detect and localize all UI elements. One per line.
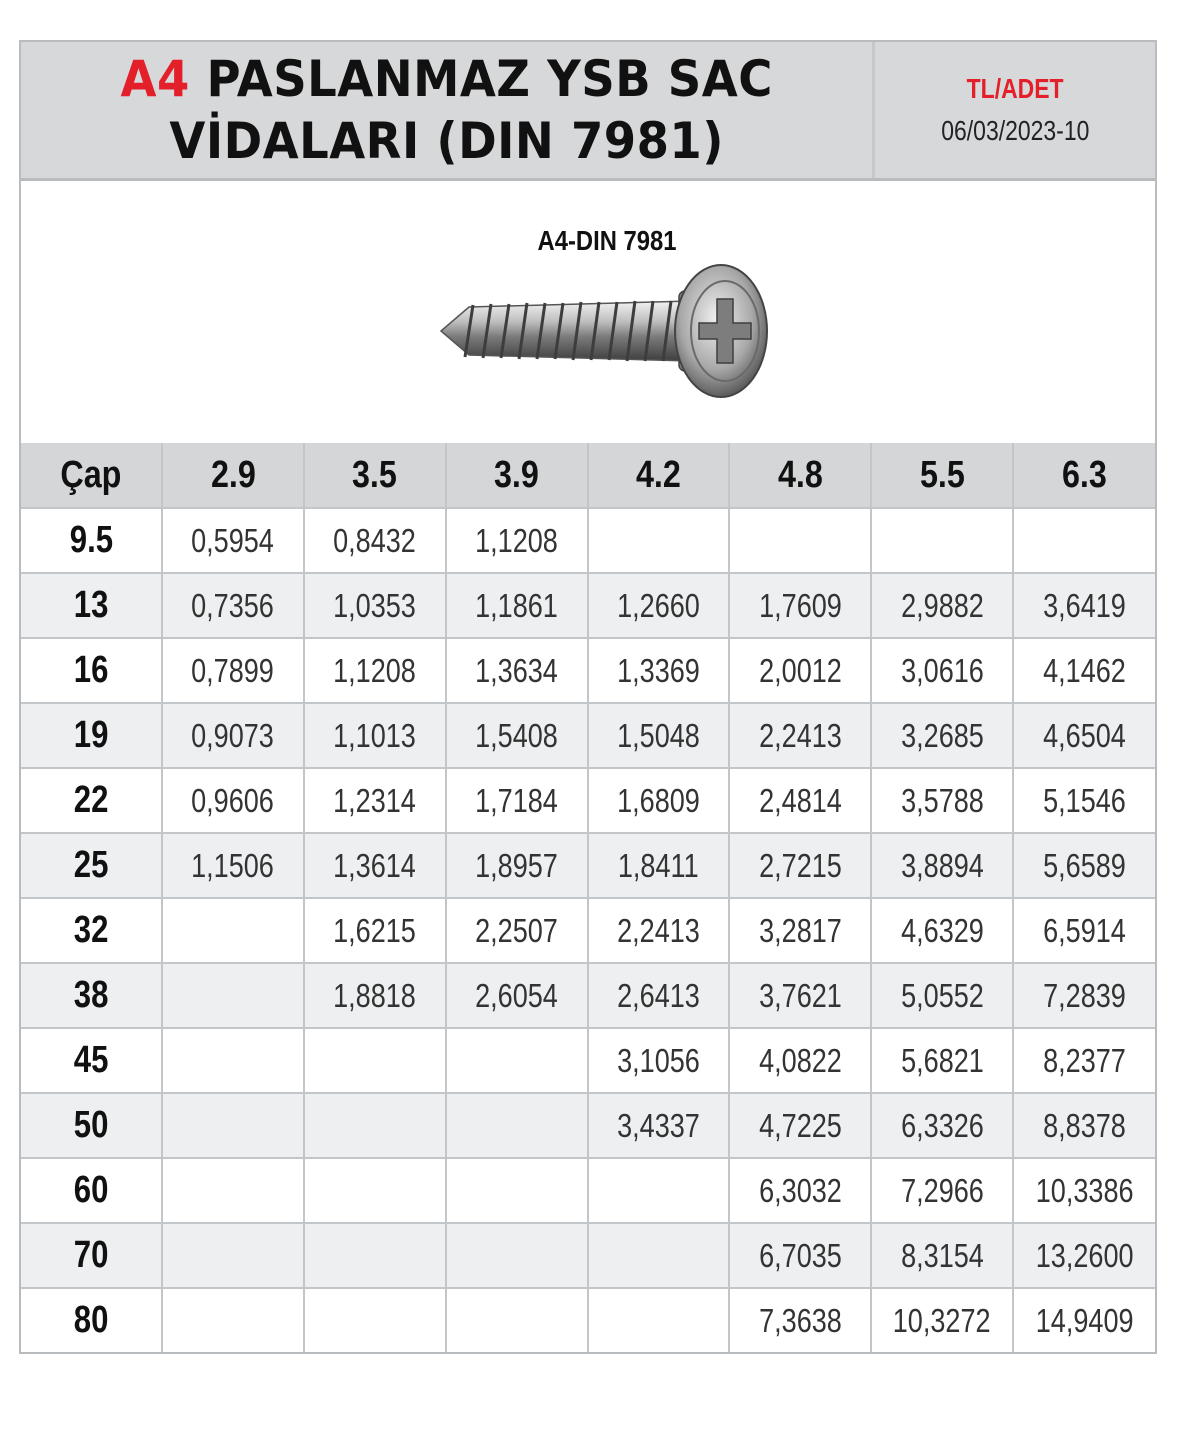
price-cell [729, 898, 871, 963]
price-value: 1,7184 [475, 781, 558, 819]
price-cell [162, 1093, 304, 1158]
price-cell [588, 638, 730, 703]
price-value: 1,6215 [333, 911, 417, 949]
column-header-text: 3.5 [352, 453, 398, 496]
price-value: 1,5408 [475, 716, 558, 754]
price-cell [446, 703, 588, 768]
price-cell [162, 898, 304, 963]
price-value: 14,9409 [1035, 1301, 1134, 1339]
length-cell [21, 1288, 162, 1352]
price-cell [1013, 1223, 1155, 1288]
length-value: 25 [73, 844, 109, 886]
product-image-label: A4-DIN 7981 [537, 225, 677, 256]
price-value: 2,6054 [475, 976, 558, 1014]
price-cell [446, 638, 588, 703]
price-cell [729, 638, 871, 703]
price-value: 1,7609 [758, 586, 842, 624]
price-value: 13,2600 [1035, 1236, 1134, 1274]
price-cell [304, 898, 446, 963]
length-cell [21, 1158, 162, 1223]
table-row [21, 1028, 1155, 1093]
price-value: 1,3614 [333, 846, 417, 884]
table-row [21, 1223, 1155, 1288]
price-cell [1013, 1028, 1155, 1093]
length-cell [21, 703, 162, 768]
price-value: 5,1546 [1043, 781, 1126, 819]
price-cell [304, 508, 446, 573]
price-value: 7,2839 [1043, 976, 1126, 1014]
price-cell [588, 898, 730, 963]
price-cell [162, 1223, 304, 1288]
table-body [21, 508, 1155, 1352]
title-line-1-rest: PASLANMAZ YSB SAC [206, 50, 773, 108]
price-cell [871, 963, 1013, 1028]
column-header-diameter [1013, 443, 1155, 508]
length-cell [21, 508, 162, 573]
price-value: 5,6821 [900, 1041, 984, 1079]
price-value: 1,3634 [475, 651, 558, 689]
price-value: 1,2314 [333, 781, 417, 819]
price-cell [162, 508, 304, 573]
column-header-diameter [446, 443, 588, 508]
price-value: 6,7035 [758, 1236, 842, 1274]
price-cell [588, 768, 730, 833]
price-cell [729, 703, 871, 768]
price-cell [729, 573, 871, 638]
price-cell [304, 638, 446, 703]
price-cell [588, 833, 730, 898]
price-value: 4,1462 [1043, 651, 1126, 689]
price-value: 1,8957 [475, 846, 558, 884]
table-row [21, 768, 1155, 833]
price-cell [729, 1288, 871, 1352]
price-cell [162, 833, 304, 898]
price-cell [1013, 768, 1155, 833]
price-cell [588, 1158, 730, 1223]
price-cell [1013, 898, 1155, 963]
price-cell [1013, 963, 1155, 1028]
price-cell [588, 508, 730, 573]
price-cell [871, 898, 1013, 963]
price-cell [871, 703, 1013, 768]
price-cell [304, 1093, 446, 1158]
column-header-diameter [588, 443, 730, 508]
length-cell [21, 898, 162, 963]
table-row [21, 703, 1155, 768]
price-value: 1,6809 [617, 781, 700, 819]
length-value: 38 [73, 974, 109, 1016]
price-value: 4,0822 [758, 1041, 842, 1079]
column-header-diameter [162, 443, 304, 508]
price-cell [304, 573, 446, 638]
price-cell [162, 768, 304, 833]
price-cell [304, 1223, 446, 1288]
price-cell [871, 1028, 1013, 1093]
price-value: 8,8378 [1043, 1106, 1126, 1144]
price-cell [304, 833, 446, 898]
title-line-2: VİDALARI (DIN 7981) [169, 112, 724, 170]
price-cell [1013, 573, 1155, 638]
price-value: 2,2413 [758, 716, 842, 754]
price-value: 1,3369 [617, 651, 700, 689]
price-cell [446, 963, 588, 1028]
table-row [21, 833, 1155, 898]
price-cell [729, 1028, 871, 1093]
price-value: 1,0353 [333, 586, 417, 624]
price-cell [729, 1223, 871, 1288]
price-cell [729, 963, 871, 1028]
table-row [21, 1288, 1155, 1352]
price-cell [304, 703, 446, 768]
price-value: 2,2413 [617, 911, 700, 949]
price-value: 0,8432 [333, 521, 417, 559]
price-value: 3,6419 [1043, 586, 1126, 624]
price-value: 1,8411 [618, 846, 699, 884]
column-header-diameter [304, 443, 446, 508]
header-row [21, 443, 1155, 508]
price-value: 3,2685 [900, 716, 984, 754]
length-value: 45 [73, 1039, 109, 1081]
price-cell [446, 768, 588, 833]
price-cell [446, 573, 588, 638]
length-value: 19 [73, 714, 109, 756]
price-value: 4,7225 [758, 1106, 842, 1144]
price-value: 3,5788 [900, 781, 984, 819]
header [21, 42, 1155, 181]
column-header-text: 3.9 [494, 453, 540, 496]
length-cell [21, 573, 162, 638]
title-box [21, 42, 872, 178]
price-cell [446, 833, 588, 898]
price-value: 0,9073 [191, 716, 275, 754]
price-cell [1013, 833, 1155, 898]
table-row [21, 1158, 1155, 1223]
price-value: 1,5048 [617, 716, 700, 754]
column-header-text: Çap [60, 453, 122, 496]
price-cell [1013, 1158, 1155, 1223]
column-header-diameter [729, 443, 871, 508]
price-value: 1,1013 [333, 716, 417, 754]
length-cell [21, 768, 162, 833]
price-value: 8,3154 [900, 1236, 984, 1274]
price-value: 7,3638 [758, 1301, 842, 1339]
price-value: 1,1208 [475, 521, 558, 559]
price-cell [871, 573, 1013, 638]
price-value: 1,1861 [475, 586, 558, 624]
price-value: 3,4337 [617, 1106, 700, 1144]
price-value: 1,8818 [333, 976, 417, 1014]
title-line-1 [120, 48, 772, 110]
price-cell [1013, 638, 1155, 703]
length-value: 32 [73, 909, 109, 951]
price-cell [446, 1288, 588, 1352]
price-cell [588, 1093, 730, 1158]
price-cell [162, 638, 304, 703]
price-cell [871, 1223, 1013, 1288]
column-header-text: 4.2 [635, 453, 681, 496]
price-value: 1,1208 [333, 651, 417, 689]
price-cell [729, 768, 871, 833]
price-value: 2,2507 [475, 911, 558, 949]
price-cell [729, 1158, 871, 1223]
column-header-text: 4.8 [777, 453, 823, 496]
price-value: 3,1056 [617, 1041, 700, 1079]
price-cell [162, 573, 304, 638]
table-row [21, 573, 1155, 638]
price-cell [1013, 1093, 1155, 1158]
price-cell [446, 1093, 588, 1158]
price-table [21, 443, 1155, 1352]
length-value: 70 [73, 1234, 109, 1276]
page-title [120, 48, 772, 172]
price-cell [446, 1028, 588, 1093]
pan-head-tapping-screw-icon [421, 257, 781, 405]
length-value: 80 [73, 1299, 109, 1341]
price-value: 3,2817 [758, 911, 842, 949]
column-header-text: 2.9 [210, 453, 256, 496]
price-cell [729, 508, 871, 573]
price-cell [162, 1028, 304, 1093]
price-cell [588, 963, 730, 1028]
price-value: 10,3386 [1035, 1171, 1134, 1209]
price-cell [446, 1158, 588, 1223]
table-row [21, 1093, 1155, 1158]
price-value: 0,5954 [191, 521, 275, 559]
table-header [21, 443, 1155, 508]
length-value: 13 [73, 584, 109, 626]
price-cell [588, 1288, 730, 1352]
unit-label: TL/ADET [966, 73, 1064, 104]
price-cell [588, 573, 730, 638]
price-value: 7,2966 [900, 1171, 984, 1209]
length-value: 22 [73, 779, 109, 821]
price-value: 6,3032 [758, 1171, 842, 1209]
price-value: 1,1506 [191, 846, 275, 884]
price-cell [162, 703, 304, 768]
price-cell [871, 1093, 1013, 1158]
price-info [872, 42, 1155, 178]
price-cell [304, 1158, 446, 1223]
price-cell [588, 703, 730, 768]
length-value: 9.5 [69, 519, 113, 561]
price-cell [162, 1288, 304, 1352]
price-value: 5,0552 [900, 976, 984, 1014]
title-prefix: A4 [120, 50, 190, 108]
price-value: 3,0616 [900, 651, 984, 689]
price-value: 2,7215 [758, 846, 842, 884]
length-cell [21, 1223, 162, 1288]
price-cell [1013, 1288, 1155, 1352]
price-sheet [19, 40, 1157, 1354]
price-cell [871, 768, 1013, 833]
column-header-text: 6.3 [1062, 453, 1107, 496]
price-cell [162, 1158, 304, 1223]
price-cell [446, 898, 588, 963]
length-cell [21, 1028, 162, 1093]
price-value: 5,6589 [1043, 846, 1126, 884]
table-row [21, 638, 1155, 703]
price-value: 3,7621 [758, 976, 842, 1014]
price-value: 1,2660 [617, 586, 700, 624]
length-value: 60 [73, 1169, 109, 1211]
price-cell [304, 1288, 446, 1352]
price-value: 3,8894 [900, 846, 984, 884]
price-cell [871, 638, 1013, 703]
price-value: 0,9606 [191, 781, 275, 819]
length-cell [21, 1093, 162, 1158]
price-cell [871, 833, 1013, 898]
price-cell [729, 1093, 871, 1158]
price-cell [1013, 703, 1155, 768]
price-cell [588, 1028, 730, 1093]
table-row [21, 898, 1155, 963]
price-cell [446, 508, 588, 573]
column-header-text: 5.5 [919, 453, 965, 496]
length-cell [21, 833, 162, 898]
price-value: 6,5914 [1043, 911, 1126, 949]
length-cell [21, 638, 162, 703]
length-cell [21, 963, 162, 1028]
price-cell [871, 508, 1013, 573]
column-header-diameter [871, 443, 1013, 508]
price-cell [871, 1288, 1013, 1352]
column-header-diameter-label [21, 443, 162, 508]
price-cell [304, 768, 446, 833]
price-value: 2,9882 [900, 586, 984, 624]
price-value: 0,7899 [191, 651, 275, 689]
price-value: 4,6329 [900, 911, 984, 949]
price-cell [162, 963, 304, 1028]
price-cell [588, 1223, 730, 1288]
price-cell [304, 963, 446, 1028]
table-row [21, 963, 1155, 1028]
price-cell [304, 1028, 446, 1093]
price-value: 2,6413 [617, 976, 700, 1014]
price-value: 2,4814 [758, 781, 842, 819]
length-value: 50 [73, 1104, 109, 1146]
product-image-area [21, 181, 1155, 443]
date-label: 06/03/2023-10 [940, 115, 1090, 146]
price-cell [1013, 508, 1155, 573]
price-value: 8,2377 [1043, 1041, 1126, 1079]
price-cell [446, 1223, 588, 1288]
length-value: 16 [73, 649, 109, 691]
price-value: 0,7356 [191, 586, 275, 624]
price-value: 4,6504 [1043, 716, 1126, 754]
price-value: 2,0012 [758, 651, 842, 689]
price-cell [729, 833, 871, 898]
price-value: 10,3272 [893, 1301, 992, 1339]
table-row [21, 508, 1155, 573]
price-value: 6,3326 [900, 1106, 984, 1144]
price-cell [871, 1158, 1013, 1223]
